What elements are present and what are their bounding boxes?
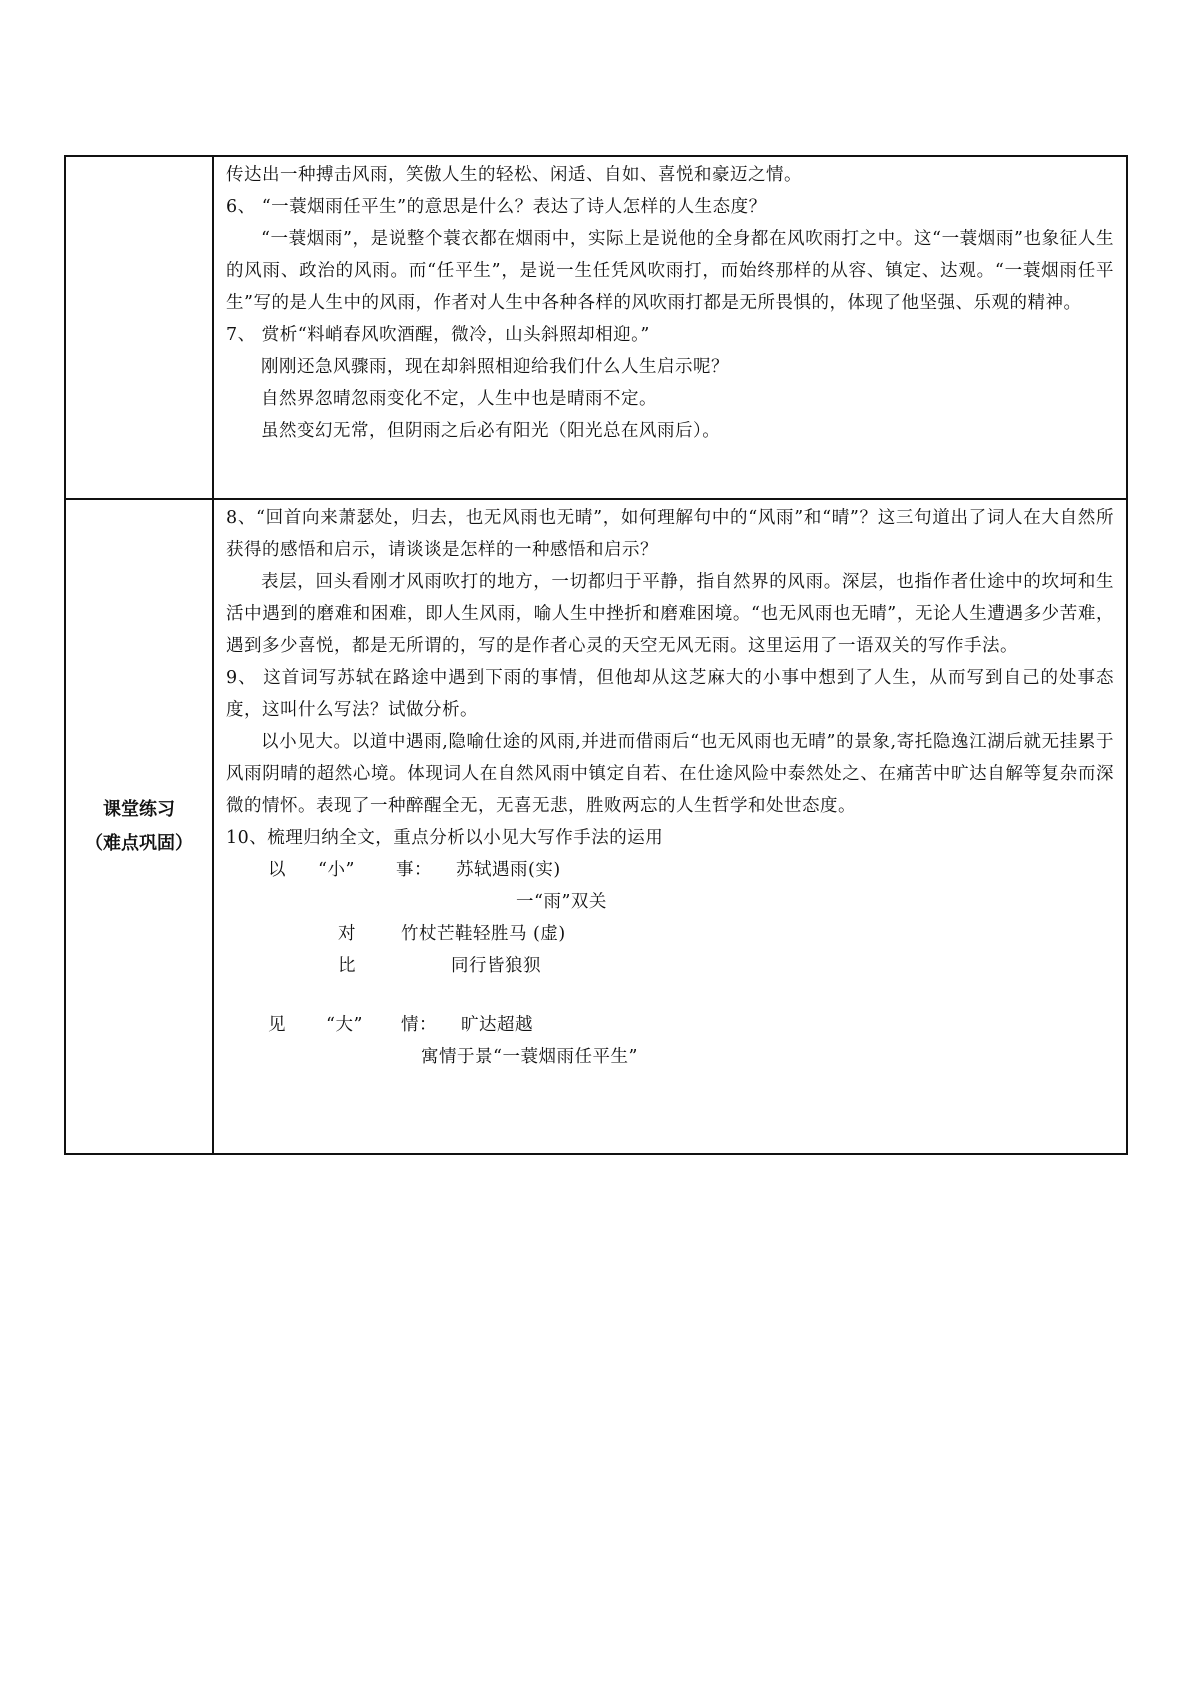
question-10: 10、梳理归纳全文，重点分析以小见大写作手法的运用 (226, 828, 664, 848)
answer-7-line: 自然界忽晴忽雨变化不定，人生中也是晴雨不定。 (261, 389, 657, 409)
answer-9: 以小见大。以道中遇雨,隐喻仕途的风雨,并进而借雨后“也无风雨也无晴”的景象,寄托隐逸江湖后就无挂累于风雨阴晴的超然心境。体现词人在自然风雨中镇定自若、在仕途风险中泰然处之、在痛苦中旷达自解等复杂而深微的情怀。表现了一种醉醒全无，无喜无悲，胜败两忘的人生哲学和处世态度。 (226, 732, 1114, 816)
scheme-xiao: “小” (318, 860, 355, 880)
answer-7-line: 虽然变幻无常，但阴雨之后必有阳光（阳光总在风雨后）。 (261, 421, 721, 441)
scheme-jian: 见 (268, 1015, 286, 1035)
question-8: 8、“回首向来萧瑟处，归去，也无风雨也无晴”，如何理解句中的“风雨”和“晴”？这三句道出了词人在大自然所获得的感悟和启示，请谈谈是怎样的一种感悟和启示？ (226, 508, 1114, 560)
question-6: 6、 “一蓑烟雨任平生”的意思是什么？表达了诗人怎样的人生态度？ (226, 197, 767, 217)
lesson-table (64, 155, 1128, 1155)
scheme-scene: 寓情于景“一蓑烟雨任平生” (421, 1047, 638, 1067)
row-label (65, 499, 213, 1154)
text-line: 传达出一种搏击风雨，笑傲人生的轻松、闲适、自如、喜悦和豪迈之情。 (226, 165, 802, 185)
content-cell (213, 499, 1127, 1154)
answer-8: 表层，回头看刚才风雨吹打的地方，一切都归于平静，指自然界的风雨。深层，也指作者仕途中的坎坷和生活中遇到的磨难和困难，即人生风雨，喻人生中挫折和磨难困境。“也无风雨也无晴”，无论人生遭遇多少苦难，遇到多少喜悦，都是无所谓的，写的是作者心灵的天空无风无雨。这里运用了一语双关的写作手法。 (226, 572, 1114, 656)
row-label-empty (65, 156, 213, 499)
scheme-contrast-1: 竹杖芒鞋轻胜马 (虚) (401, 924, 566, 944)
scheme-pun: 一“雨”双关 (516, 892, 607, 912)
answer-6: “一蓑烟雨”，是说整个蓑衣都在烟雨中，实际上是说他的全身都在风吹雨打之中。这“一蓑烟雨”也象征人生的风雨、政治的风雨。而“任平生”，是说一生任凭风吹雨打，而始终那样的从容、镇定、达观。“一蓑烟雨任平生”写的是人生中的风雨，作者对人生中各种各样的风吹雨打都是无所畏惧的，体现了他坚强、乐观的精神。 (226, 229, 1114, 313)
summary-scheme (226, 854, 1114, 1074)
scheme-contrast-2: 同行皆狼狈 (451, 956, 541, 976)
scheme-yi: 以 (268, 860, 286, 880)
answer-7-line: 刚刚还急风骤雨，现在却斜照相迎给我们什么人生启示呢？ (261, 357, 729, 377)
question-7: 7、 赏析“料峭春风吹酒醒，微冷，山头斜照却相迎。” (226, 325, 650, 345)
label-title: 课堂练习 (103, 798, 175, 820)
table-row (65, 156, 1127, 499)
question-9: 9、 这首词写苏轼在路途中遇到下雨的事情，但他却从这芝麻大的小事中想到了人生，从而写到自己的处事态度，这叫什么写法？试做分析。 (226, 668, 1114, 720)
scheme-emotion: 旷达超越 (461, 1015, 533, 1035)
table-row (65, 499, 1127, 1154)
scheme-da: “大” (326, 1015, 363, 1035)
scheme-event: 苏轼遇雨(实) (456, 860, 561, 880)
content-cell (213, 156, 1127, 499)
scheme-qing: 情： (401, 1015, 437, 1035)
scheme-dui: 对 (338, 924, 356, 944)
scheme-shi: 事： (396, 860, 432, 880)
label-subtitle: （难点巩固） (85, 832, 193, 854)
scheme-bi: 比 (338, 956, 356, 976)
